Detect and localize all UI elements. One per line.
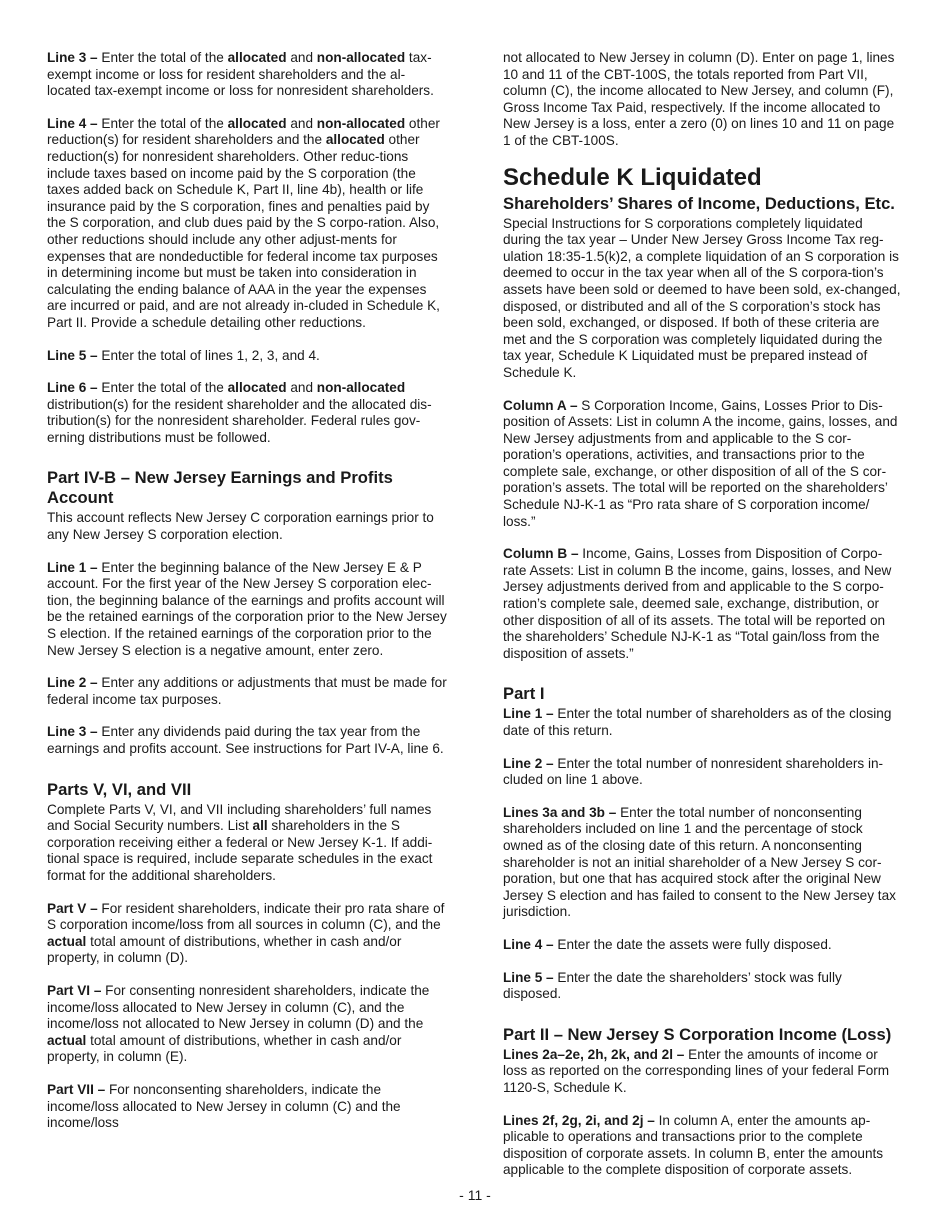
line-label: Part VI – [47,982,102,998]
line-label: Line 5 – [47,347,98,363]
right-column [503,50,903,1179]
parts567-intro: Complete Parts V, VI, and VII including shareholders’ full names and Social Security numbers. List all shareholders in the S corporation receiving either a federal or New Jersey K-1. If addi-tional space is required, include separate schedules in the exact format for the additional shareholders. [47,801,433,883]
part2-heading: Part II – New Jersey S Corporation Income (Loss) [503,1024,892,1044]
line-label: Column A – [503,397,578,413]
line-label: Line 1 – [503,706,554,722]
part1-heading: Part I [503,684,545,704]
line-label: Lines 2f, 2g, 2i, and 2j – [503,1112,655,1128]
column-a-text: Column A – S Corporation Income, Gains, Losses Prior to Dis-position of Assets: List in column A the income, gains, losses, and New Jersey adjustments from and applicable to the S cor-poration’s operations, activities, and transactions prior to the complete sale, exchange, or other disposition of all of the S cor-poration’s assets. The total will be reported on the shareholders’ Schedule NJ-K-1 as “Pro rata share of S corporation income/ loss.” [503,397,898,529]
parts567-heading: Parts V, VI, and VII [47,779,192,799]
line-label: Line 5 – [503,969,554,985]
part1-lines3a3b: Lines 3a and 3b – Enter the total number of nonconsenting shareholders included on line 1 and the percentage of stock owned as of the closing date of this return. A nonconsenting shareholder is not an initial shareholder of a New Jersey S cor-poration, but one that has acquired stock after the original New Jersey S election and has failed to consent to the New Jersey tax jurisdiction. [503,804,896,920]
line-label: Line 2 – [503,755,554,771]
part4b-intro: This account reflects New Jersey C corporation earnings prior to any New Jersey S corporation election. [47,510,434,543]
part2-lines2a-2e: Lines 2a–2e, 2h, 2k, and 2l – Enter the amounts of income or loss as reported on the corresponding lines of your federal Form 1120-S, Schedule K. [503,1046,890,1095]
part1-line1: Line 1 – Enter the total number of shareholders as of the closing date of this return. [503,706,892,738]
line-label: Column B – [503,546,579,562]
schedule-k-liquidated-subtitle: Shareholders’ Shares of Income, Deductions, Etc. [503,193,895,213]
part2-lines2f-2j: Lines 2f, 2g, 2i, and 2j – In column A, enter the amounts ap-plicable to operations and transactions prior to the complete disposition of corporate assets. In column B, enter the amounts applicable to the complete disposition of corporate assets. [503,1112,884,1178]
part4a-line5: Line 5 – Enter the total of lines 1, 2, 3, and 4. [47,347,320,363]
column-b-text: Column B – Income, Gains, Losses from Disposition of Corpo-rate Assets: List in column B the income, gains, losses, and New Jersey adjustments derived from and applicable to the S corpo-ration’s complete sale, deemed sale, exchange, distribution, or other disposition of all of its assets. The total will be reported on the shareholders’ Schedule NJ-K-1 as “Total gain/loss from the disposition of assets.” [503,546,892,661]
line-label: Lines 2a–2e, 2h, 2k, and 2l – [503,1046,685,1062]
part4b-line3: Line 3 – Enter any dividends paid during the tax year from the earnings and profits account. See instructions for Part IV-A, line 6. [47,724,444,756]
line-label: Line 2 – [47,675,98,691]
part4b-heading: Part IV-B – New Jersey Earnings and Profits Account [47,468,393,508]
part4a-line6: Line 6 – Enter the total of the allocated and non-allocated distribution(s) for the resident shareholder and the allocated dis-tribution(s) for the nonresident shareholder. Federal rules gov-erning distributions must be followed. [47,380,432,445]
line-label: Part V – [47,900,98,916]
part7-text: Part VII – For nonconsenting shareholders, indicate the income/loss allocated to New Jersey in column (C) and the income/loss [47,1081,401,1131]
line-label: Line 1 – [47,559,98,575]
part4a-line3: Line 3 – Enter the total of the allocated and non-allocated tax-exempt income or loss for resident shareholders and the al-located tax-exempt income or loss for nonresident shareholders. [47,50,434,99]
part7-continued: not allocated to New Jersey in column (D). Enter on page 1, lines 10 and 11 of the CBT-100S, the totals reported from Part VII, column (C), the income allocated to New Jersey, and column (F), Gross Income Tax Paid, respectively. If the income allocated to New Jersey is a loss, enter a zero (0) on lines 10 and 11 on page 1 of the CBT-100S. [503,50,895,148]
part4b-line1: Line 1 – Enter the beginning balance of the New Jersey E & P account. For the first year of the New Jersey S corporation elec-tion, the beginning balance of the earnings and profits account will be the retained earnings of the corporation prior to the New Jersey S election. If the retained earnings of the corporation prior to the New Jersey S election is a negative amount, enter zero. [47,559,447,658]
line-label: Line 4 – [47,115,98,131]
part5-text: Part V – For resident shareholders, indicate their pro rata share of S corporation income/loss from all sources in column (C), and the actual total amount of distributions, whether in cash and/or property, in column (D). [47,900,445,966]
line-label: Part VII – [47,1081,106,1097]
part6-text: Part VI – For consenting nonresident shareholders, indicate the income/loss allocated to New Jersey in column (C), and the income/loss not allocated to New Jersey in column (D) and the actual total amount of distributions, whether in cash and/or property, in column (E). [47,982,430,1065]
line-label: Lines 3a and 3b – [503,804,617,820]
part4a-line4: Line 4 – Enter the total of the allocated and non-allocated other reduction(s) for resident shareholders and the allocated other reduction(s) for nonresident shareholders. Other reduc-tions include taxes based on income paid by the S corporation (the taxes added back on Schedule K, Part II, line 4b), health or life insurance paid by the S corporation, fines and penalties paid by the S corporation, and club dues paid by the S corpo-ration. Also, other reductions should include any other adjust-ments for expenses that are nondeductible for federal income tax purposes in determining income but must be taken into consideration in calculating the ending balance of AAA in the year the expenses are incurred or paid, and are not already in-cluded in Schedule K, Part II. Provide a schedule detailing other reductions. [47,115,440,330]
page-number: - 11 - [459,1187,491,1203]
left-column [47,50,447,1132]
part4b-line2: Line 2 – Enter any additions or adjustments that must be made for federal income tax purposes. [47,675,447,707]
line-label: Line 3 – [47,50,98,65]
line-label: Line 4 – [503,936,554,952]
special-instructions: Special Instructions for S corporations completely liquidated during the tax year – Under New Jersey Gross Income Tax reg-ulation 18:35-1.5(k)2, a complete liquidation of an S corporation is deemed to occur in the tax year when all of the S corpora-tion’s assets have been sold or deemed to have been sold, ex-changed, disposed, or distributed and all of the S corporation’s stock has been sold, exchanged, or disposed. If both of these criteria are met and the S corporation was completely liquidated during the tax year, Schedule K Liquidated must be prepared instead of Schedule K. [503,215,901,380]
part1-line4: Line 4 – Enter the date the assets were fully disposed. [503,936,832,952]
line-label: Line 6 – [47,380,98,396]
line-label: Line 3 – [47,724,98,740]
part1-line5: Line 5 – Enter the date the shareholders’ stock was fully disposed. [503,969,842,1002]
part1-line2: Line 2 – Enter the total number of nonresident shareholders in-cluded on line 1 above. [503,755,884,788]
schedule-k-liquidated-title: Schedule K Liquidated [503,163,762,191]
